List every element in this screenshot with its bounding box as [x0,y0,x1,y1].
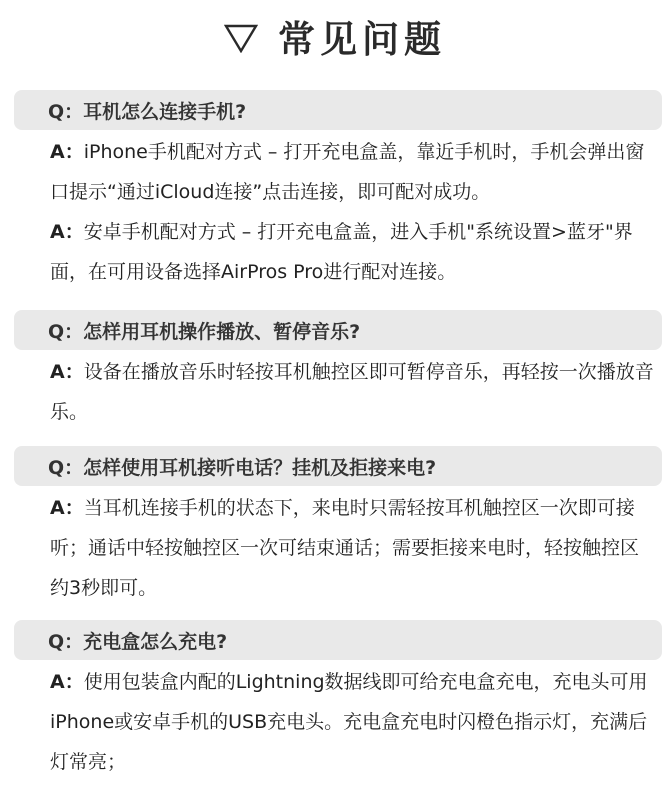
question-text: 耳机怎么连接手机? [83,100,247,123]
question-text: 怎样用耳机操作播放、暂停音乐? [83,320,361,343]
question-bar [14,446,662,486]
question-bar [14,310,662,350]
answer-prefix: A： [50,221,84,243]
triangle-down-icon [224,23,258,53]
answer-text: iPhone手机配对方式 – 打开充电盒盖，靠近手机时，手机会弹出窗口提示“通过iCloud连接”点击连接，即可配对成功。 [50,141,645,203]
answer [50,662,656,782]
answer-prefix: A： [50,497,84,519]
answer-list [14,486,662,608]
answer [50,352,656,432]
faq-item [14,310,662,432]
answer [50,212,656,292]
question-prefix: Q： [48,630,84,653]
question-bar [14,620,662,660]
faq-item [14,446,662,608]
faq-item [14,620,662,782]
answer-list [14,130,662,292]
question-prefix: Q： [48,456,84,479]
answer [50,488,656,608]
faq-item [14,90,662,292]
question-prefix: Q： [48,100,84,123]
question-prefix: Q： [48,320,84,343]
page-title: 常见问题 [278,18,446,61]
page-header [0,0,670,72]
answer-text: 使用包装盒内配的Lightning数据线即可给充电盒充电，充电头可用iPhone或安卓手机的USB充电头。充电盒充电时闪橙色指示灯，充满后灯常亮； [50,671,648,773]
answer-text: 安卓手机配对方式 – 打开充电盒盖，进入手机"系统设置>蓝牙"界面，在可用设备选择AirPros Pro进行配对连接。 [50,221,633,283]
answer-list [14,660,662,782]
answer-text: 当耳机连接手机的状态下，来电时只需轻按耳机触控区一次即可接听；通话中轻按触控区一次可结束通话；需要拒接来电时，轻按触控区约3秒即可。 [50,497,640,599]
answer-prefix: A： [50,141,84,163]
answer [50,132,656,212]
question-text: 怎样使用耳机接听电话？挂机及拒接来电? [83,456,437,479]
answer-prefix: A： [50,671,84,693]
answer-prefix: A： [50,361,84,383]
question-bar [14,90,662,130]
answer-text: 设备在播放音乐时轻按耳机触控区即可暂停音乐，再轻按一次播放音乐。 [50,361,654,423]
question-text: 充电盒怎么充电? [83,630,228,653]
answer-list [14,350,662,432]
